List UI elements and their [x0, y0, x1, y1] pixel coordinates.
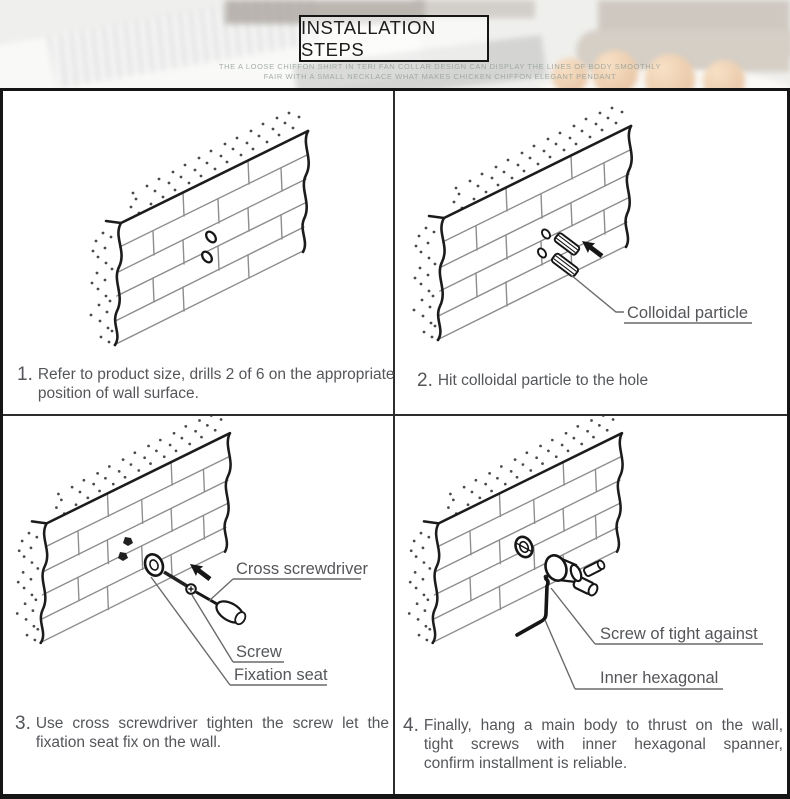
caption-line: Finally, hang a main body to thrust on the wall,: [423, 717, 783, 734]
step-number: 2.: [417, 370, 433, 391]
label-colloidal-particle: Colloidal particle: [627, 304, 749, 322]
fixation-seat-callout: [151, 577, 328, 685]
label-screw: Screw: [236, 643, 282, 661]
caption-line: Hit colloidal particle to the hole: [437, 372, 649, 389]
label-screw-of-tight-against: Screw of tight against: [600, 625, 758, 643]
step-3-diagram: [3, 416, 393, 708]
step-2-panel: [395, 91, 787, 416]
step-1-panel: [3, 91, 395, 416]
watermark-line-2: FAIR WITH A SMALL NECKLACE WHAT MAKES CHICKEN CHIFFON ELEGANT PENDANT: [263, 71, 617, 81]
tight-screw-callout: [551, 588, 763, 644]
step-number: 1.: [17, 364, 33, 385]
label-inner-hexagonal: Inner hexagonal: [600, 669, 719, 687]
steps-grid: [0, 88, 790, 799]
page-title-text: INSTALLATION STEPS: [301, 16, 436, 60]
caption-line: tight screws with inner hexagonal spanner,: [423, 736, 783, 753]
watermark-text: [95, 62, 785, 81]
step-1-caption: [17, 364, 395, 403]
step-3-caption: [15, 714, 389, 752]
screw-drawing: [164, 572, 196, 594]
wall-seat-ring: [512, 534, 535, 560]
wall-anchor: [551, 253, 579, 278]
step-4-diagram: [395, 416, 785, 708]
step-4-panel: [395, 416, 787, 794]
colloidal-particle-callout: [571, 275, 752, 323]
caption-line: position of wall surface.: [37, 385, 199, 402]
step-1-diagram: [3, 91, 393, 363]
step-number: 3.: [15, 713, 31, 734]
kitchen-photo-banner: [0, 0, 790, 88]
step-2-diagram: [395, 91, 785, 363]
inserted-anchors: [118, 537, 133, 561]
hex-key-drawing: [517, 575, 548, 635]
cross-screwdriver-callout: [209, 560, 369, 601]
drilled-holes: [536, 228, 551, 259]
step-2-caption: [417, 371, 777, 390]
hook-main-body: [542, 552, 606, 597]
fixation-seat-drawing: [142, 551, 166, 578]
watermark-line-1: THE A LOOSE CHIFFON SHIRT IN TERI FAN COLLAR DESIGN CAN DISPLAY THE LINES OF BODY SMOOTHLY: [218, 62, 662, 71]
step-4-caption: [403, 716, 783, 773]
step-number: 4.: [403, 715, 419, 736]
label-fixation-seat: Fixation seat: [234, 666, 328, 684]
label-cross-screwdriver: Cross screwdriver: [236, 560, 369, 578]
caption-line: Use cross screwdriver tighten the screw let the: [35, 715, 389, 732]
caption-line: fixation seat fix on the wall.: [35, 734, 222, 751]
caption-line: Refer to product size, drills 2 of 6 on the appropriate: [37, 366, 395, 383]
page-title: [299, 15, 489, 62]
caption-line: confirm installment is reliable.: [423, 755, 628, 772]
step-3-panel: [3, 416, 395, 794]
screwdriver-drawing: [196, 592, 249, 628]
